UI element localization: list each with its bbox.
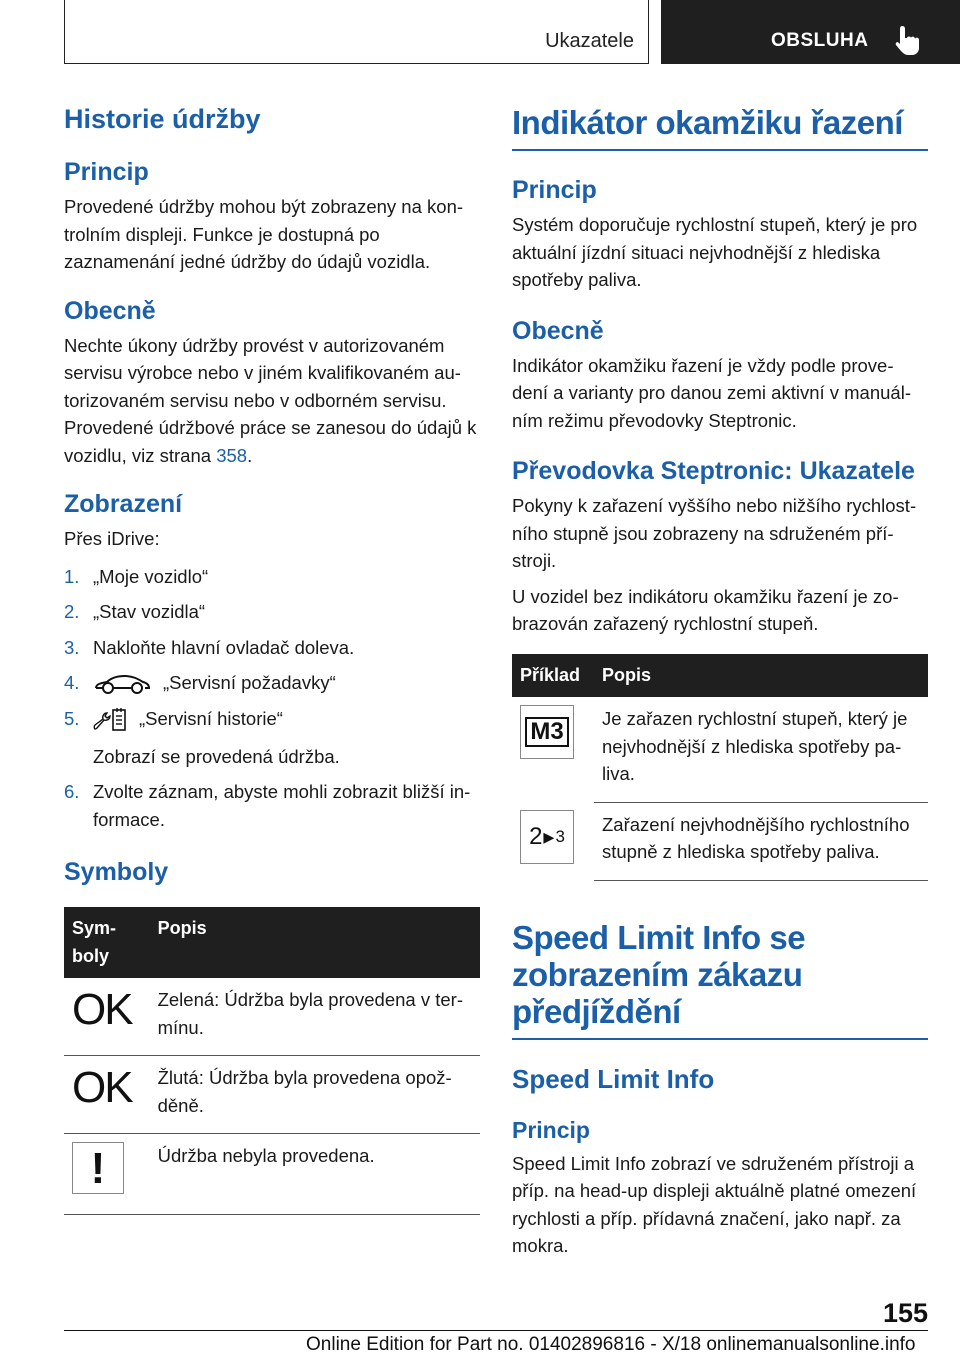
heading-general: Obecně	[64, 296, 156, 325]
table-row	[512, 802, 928, 880]
table-header-description: Popis	[594, 654, 928, 698]
paragraph-principle: Provedené údržby mohou být zobrazeny na kon-trolním displeji. Funkce je dostupná po zaznamenání jedné údržby do údajů vozidla.	[64, 196, 464, 272]
paragraph-principle: Systém doporučuje rychlostní stupeň, který je pro aktuální jízdní situaci nejvhodnější z hlediska spotřeby paliva.	[512, 214, 918, 290]
list-item: 5. „Servisní historie“ Zobrazí se provedená údržba.	[64, 705, 480, 771]
table-row	[64, 1056, 480, 1134]
table-header-description: Popis	[150, 907, 480, 978]
table-cell-description: Žlutá: Údržba byla provedena opož-děně.	[150, 1056, 480, 1134]
header-section-tab	[661, 0, 960, 64]
heading-speed-limit-info: Speed Limit Info	[512, 1063, 715, 1094]
list-item: 2. „Stav vozidla“	[64, 601, 206, 622]
table-row	[64, 978, 480, 1056]
ok-symbol: OK	[72, 1063, 132, 1113]
right-column	[512, 96, 928, 1260]
gear-shift-icon: 2 ▸ 3	[520, 810, 574, 864]
heading-display: Zobrazení	[64, 490, 183, 518]
page-number: 155	[882, 1298, 928, 1328]
ok-symbol: OK	[72, 985, 132, 1035]
paragraph-display: Přes iDrive:	[64, 528, 160, 549]
header-title: Ukazatele	[545, 30, 634, 52]
table-cell-description: Je zařazen rychlostní stupeň, který je nejvhodnější z hlediska spotřeby pa-liva.	[594, 697, 928, 802]
paragraph-general: Indikátor okamžiku řazení je vždy podle prove-dení a varianty pro danou zemi aktivní v manuál-ním režimu převodovky Steptronic.	[512, 354, 911, 431]
header-left-tab	[64, 0, 649, 64]
heading-shift-indicator: Indikátor okamžiku řazení	[512, 104, 928, 151]
example-table	[512, 654, 928, 881]
table-cell-description: Údržba nebyla provedena.	[150, 1134, 480, 1215]
heading-principle: Princip	[512, 1116, 590, 1143]
header-section-label: OBSLUHA	[771, 30, 869, 51]
heading-symbols: Symboly	[64, 858, 169, 887]
list-item: 6. Zvolte záznam, abyste mohli zobrazit bližší in-formace.	[64, 781, 471, 830]
paragraph-general-2: Provedené údržbové práce se zanesou do údajů k vozidlu, viz strana 358.	[64, 417, 477, 466]
paragraph-general-1: Nechte úkony údržby provést v autorizovaném servisu výrobce nebo v jiném kvalifikovaném au-torizovaném servisu nebo v odborném servisu.	[64, 334, 461, 411]
table-header-row	[64, 907, 480, 978]
steps-list	[64, 563, 480, 834]
table-header-example: Příklad	[512, 654, 594, 698]
table-cell-description: Zelená: Údržba byla provedena v ter-mínu.	[150, 978, 480, 1056]
list-item: 3. Nakloňte hlavní ovladač doleva.	[64, 636, 355, 658]
list-item: 1. „Moje vozidlo“	[64, 565, 209, 587]
paragraph-speed-limit-info: Speed Limit Info zobrazí ve sdruženém přístroji a příp. na head-up displeji aktuálně platné omezení rychlosti a příp. přídavná značení, jako např. za mokra.	[512, 1152, 917, 1256]
heading-steptronic: Převodovka Steptronic: Ukazatele	[512, 457, 915, 485]
footer-edition: Online Edition for Part no. 01402896816 - X/18 onlinemanualsonline.info	[306, 1334, 916, 1355]
step-sub-text: Zobrazí se provedená údržba.	[93, 745, 340, 767]
table-header-symbols: Sym-boly	[64, 907, 150, 978]
heading-speed-limit: Speed Limit Info se zobrazením zákazu předjíždění	[512, 919, 928, 1040]
heading-general: Obecně	[512, 316, 604, 345]
car-icon	[93, 673, 151, 695]
paragraph-steptronic-2: U vozidel bez indikátoru okamžiku řazení je zo-brazován zařazený rychlostní stupeň.	[512, 585, 899, 634]
gear-m3-icon: M3	[520, 705, 574, 759]
pointing-hand-icon	[893, 24, 923, 56]
exclamation-icon: !	[72, 1142, 124, 1194]
heading-principle: Princip	[64, 158, 149, 186]
table-cell-description: Zařazení nejvhodnějšího rychlostního stupně z hlediska spotřeby paliva.	[594, 802, 928, 880]
table-header-row	[512, 654, 928, 698]
page-link-358[interactable]: 358	[216, 444, 248, 466]
list-item: 4. „Servisní požadavky“	[64, 669, 480, 697]
symbols-table	[64, 907, 480, 1215]
left-column	[64, 96, 480, 1215]
paragraph-steptronic-1: Pokyny k zařazení vyššího nebo nižšího rychlost-ního stupně jsou zobrazeny na sdruženém pří-stroji.	[512, 495, 917, 571]
table-row	[64, 1134, 480, 1215]
table-row	[512, 697, 928, 802]
footer-rule	[64, 1330, 928, 1331]
service-history-icon	[93, 707, 127, 733]
heading-principle: Princip	[512, 176, 597, 204]
heading-service-history: Historie údržby	[64, 104, 261, 134]
